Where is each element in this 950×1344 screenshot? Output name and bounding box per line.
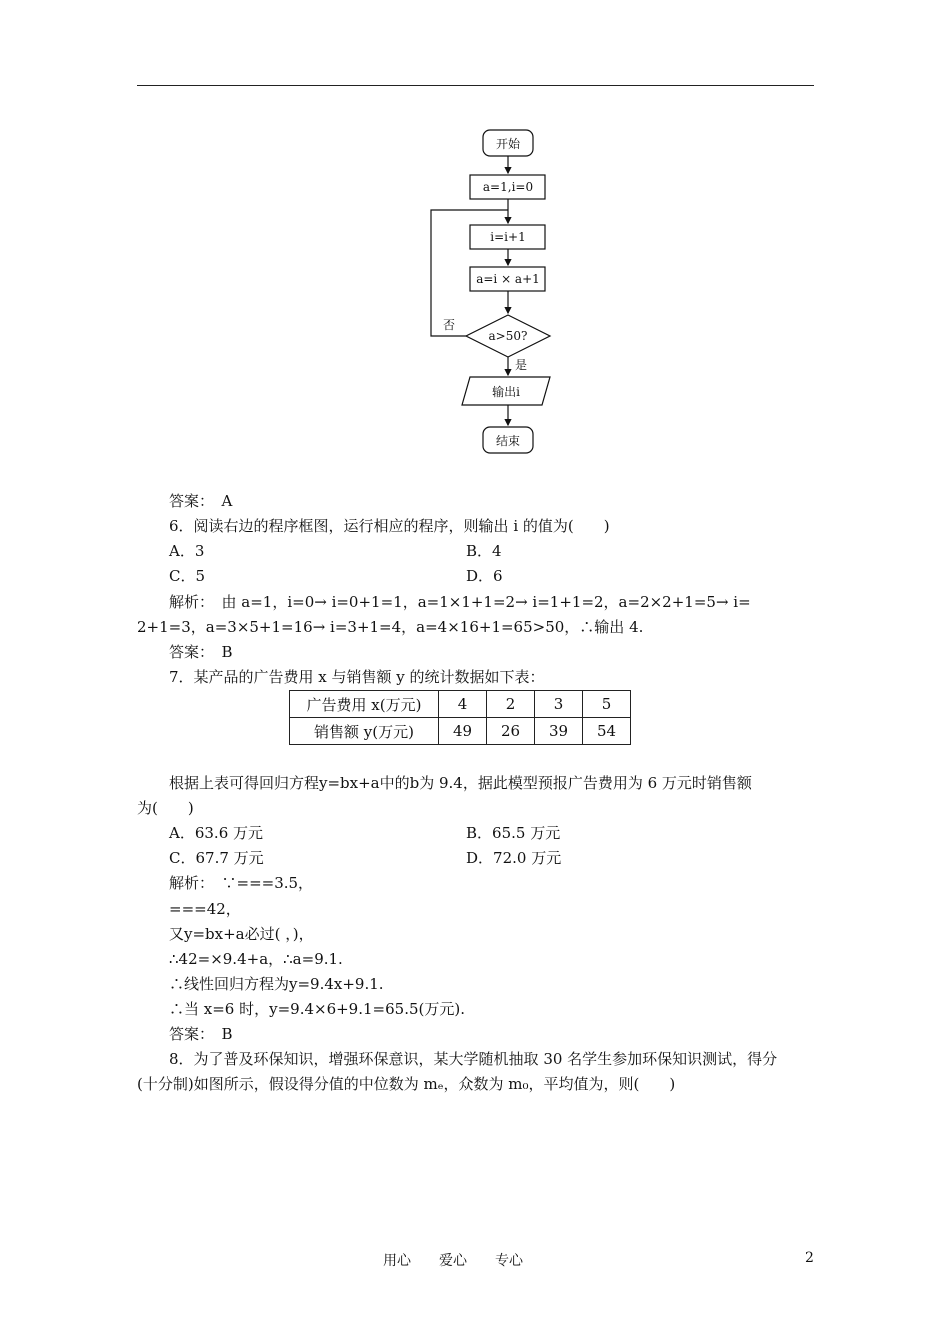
q6-option-d: D．6: [466, 567, 503, 585]
table-cell: 54: [583, 718, 631, 745]
table-cell: 销售额 y(万元): [290, 718, 439, 745]
question-7: 7．某产品的广告费用 x 与销售额 y 的统计数据如下表：: [169, 668, 545, 686]
decision-label: a>50?: [488, 329, 528, 343]
q7-option-b: B．65.5 万元: [466, 824, 561, 842]
table-cell: 2: [487, 691, 535, 718]
question-6: 6．阅读右边的程序框图，运行相应的程序，则输出 i 的值为( ): [169, 517, 610, 535]
q7-explanation-3: 又y=bx+a必过( ，)，: [169, 925, 314, 943]
q7-stem-2: 为( ): [137, 799, 194, 817]
header-rule: [137, 85, 814, 86]
init-label: a=1,i=0: [482, 180, 534, 194]
q7-explanation-6: ∴当 x=6 时，y=9.4×6+9.1=65.5(万元).: [169, 1000, 465, 1018]
program-flowchart: [400, 118, 570, 463]
update-label: a=i × a+1: [476, 272, 540, 286]
question-8-line-2: (十分制)如图所示，假设得分值的中位数为 mₑ，众数为 m₀，平均值为，则( ): [137, 1075, 676, 1093]
q6-option-c: C．5: [169, 567, 206, 585]
table-cell: 4: [439, 691, 487, 718]
page-number: 2: [805, 1250, 814, 1266]
question-8-line-1: 8．为了普及环保知识，增强环保意识，某大学随机抽取 30 名学生参加环保知识测试，得分: [169, 1050, 778, 1068]
answer-6: 答案： B: [169, 643, 233, 661]
footer-motto: 用心 爱心 专心: [383, 1253, 523, 1269]
table-cell: 49: [439, 718, 487, 745]
q7-explanation-4: ∴42=×9.4+a，∴a=9.1.: [169, 950, 343, 968]
q6-option-b: B．4: [466, 542, 502, 560]
q7-stem-1: 根据上表可得回归方程y=bx+a中的b为 9.4，据此模型预报广告费用为 6 万元时销售额: [169, 774, 752, 792]
yes-label: 是: [514, 358, 528, 372]
q7-explanation-2: ===42，: [169, 900, 241, 918]
table-row: [290, 691, 631, 718]
table-cell: 26: [487, 718, 535, 745]
q7-option-c: C．67.7 万元: [169, 849, 264, 867]
end-label: 结束: [495, 434, 521, 448]
q6-explanation-2: 2+1=3，a=3×5+1=16→ i=3+1=4，a=4×16+1=65>50，∴输出 4.: [137, 618, 644, 636]
start-label: 开始: [495, 137, 521, 151]
table-cell: 39: [535, 718, 583, 745]
increment-label: i=i+1: [490, 230, 526, 244]
q6-option-a: A．3: [169, 542, 205, 560]
q6-explanation-1: 解析： 由 a=1，i=0→ i=0+1=1，a=1×1+1=2→ i=1+1=2，a=2×2+1=5→ i=: [169, 593, 751, 611]
q7-option-a: A．63.6 万元: [169, 824, 263, 842]
table-cell: 3: [535, 691, 583, 718]
q7-option-d: D．72.0 万元: [466, 849, 562, 867]
answer-5: 答案： A: [169, 492, 233, 510]
table-cell: 5: [583, 691, 631, 718]
output-label: 输出i: [492, 385, 520, 399]
q7-explanation-5: ∴线性回归方程为y=9.4x+9.1.: [169, 975, 384, 993]
q7-explanation-1: 解析： ∵===3.5，: [169, 874, 314, 892]
table-cell: 广告费用 x(万元): [290, 691, 439, 718]
answer-7: 答案： B: [169, 1025, 233, 1043]
ad-sales-table: [289, 690, 631, 745]
table-row: [290, 718, 631, 745]
no-label: 否: [442, 318, 456, 332]
